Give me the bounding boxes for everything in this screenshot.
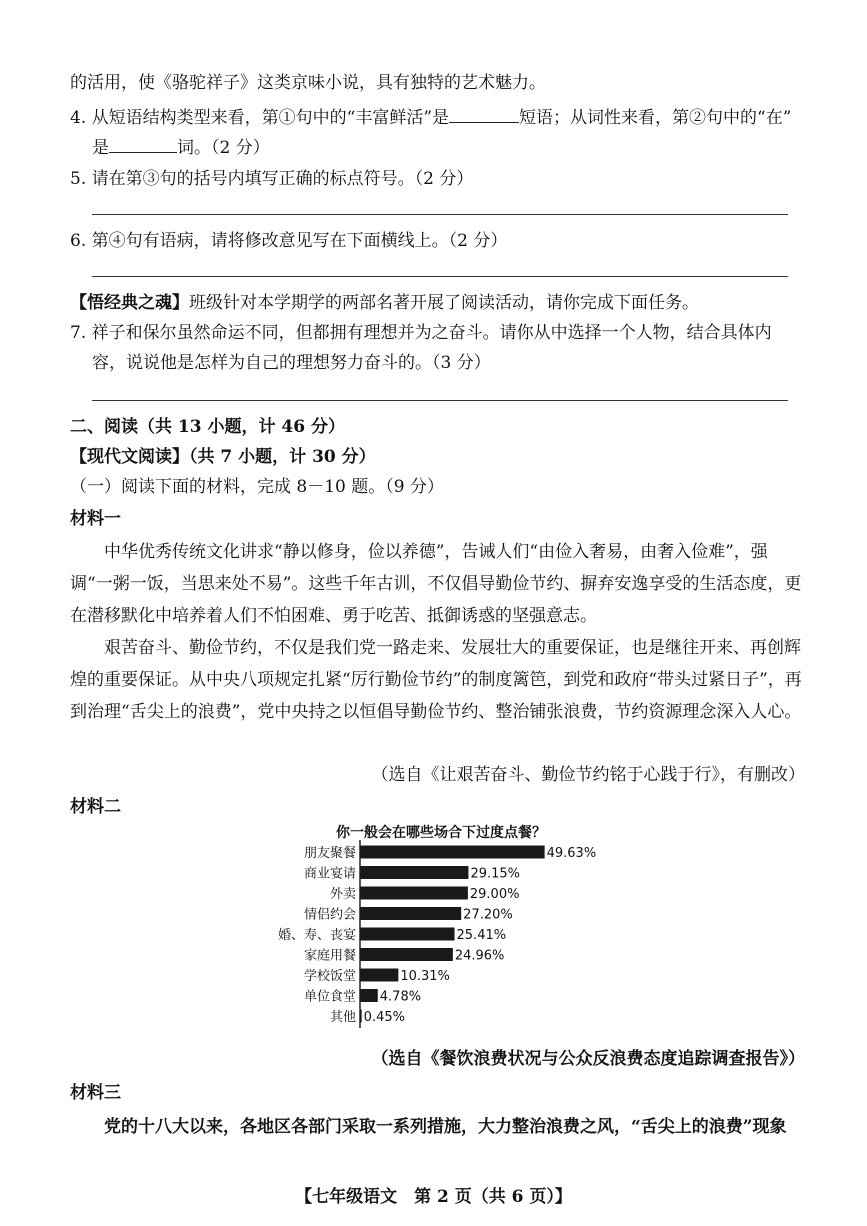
chart-value-label: 24.96%	[454, 948, 505, 964]
question-4-text-b: 短语；从词性来看，第②句中的“在”	[519, 108, 792, 128]
chart-title: 你一般会在哪些场合下过度点餐？	[336, 825, 546, 841]
question-4-blank-2[interactable]	[109, 134, 177, 153]
chart-value-label: 25.41%	[456, 928, 507, 943]
chart-bar	[360, 928, 455, 941]
chart-bar	[360, 989, 378, 1002]
chart-value-label: 4.78%	[379, 989, 422, 1005]
chart-value-label: 29.15%	[470, 866, 521, 882]
chart-value-label: 49.63%	[546, 846, 597, 861]
chart-bar	[360, 866, 468, 879]
question-7-line-2: 容，说说他是怎样为自己的理想努力奋斗的。（3 分）	[92, 353, 491, 373]
chart-bar	[360, 969, 398, 982]
question-7-answer-line[interactable]	[92, 400, 788, 401]
continued-text-line: 的活用，使《骆驼祥子》这类京味小说，具有独特的艺术魅力。	[70, 73, 546, 93]
chart-category-label: 其他	[329, 1010, 356, 1025]
chart-category-label: 朋友聚餐	[303, 846, 356, 861]
chart-bar	[360, 846, 545, 859]
chart-category-label: 外卖	[329, 887, 356, 902]
chart-bar	[360, 948, 453, 961]
section-classic	[70, 290, 699, 316]
chart-category-label: 学校饭堂	[303, 969, 356, 984]
chart-category-label: 单位食堂	[303, 989, 356, 1005]
chart-value-label: 29.00%	[469, 887, 520, 902]
chart-value-label: 27.20%	[463, 907, 513, 923]
question-4-text-c: 是	[92, 138, 109, 158]
bar-chart	[250, 820, 630, 1030]
question-4-line-2	[92, 134, 270, 161]
question-7-line-1: 7. 祥子和保尔虽然命运不同，但都拥有理想并为之奋斗。请你从中选择一个人物，结合具体内	[70, 323, 772, 343]
part-2-title: 二、阅读（共 13 小题，计 46 分）	[70, 417, 345, 437]
chart-bar	[360, 907, 461, 920]
material-1-paragraph-2: 艰苦奋斗、勤俭节约，不仅是我们党一路走来、发展壮大的重要保证，也是继往开来、再创辉煌的重要保证。从中央八项规定扎紧“厉行勤俭节约”的制度篱笆，到党和政府“带头过紧日子”，再到治理“舌尖上的浪费”，党中央持之以恒倡导勤俭节约、整治铺张浪费，节约资源理念深入人心。	[70, 638, 802, 722]
modern-reading-title: 【现代文阅读】（共 7 小题，计 30 分）	[70, 447, 376, 467]
material-3-paragraph-1: 党的十八大以来，各地区各部门采取一系列措施，大力整治浪费之风，“舌尖上的浪费”现象	[104, 1117, 787, 1137]
material-1-source: （选自《让艰苦奋斗、勤俭节约铭于心践于行》，有删改）	[371, 765, 805, 785]
question-5-answer-line[interactable]	[92, 214, 788, 215]
material-3-title: 材料三	[70, 1083, 121, 1103]
question-4	[70, 104, 791, 131]
section-classic-tag: 【悟经典之魂】	[70, 293, 189, 313]
question-4-blank-1[interactable]	[449, 104, 519, 123]
chart-value-label: 10.31%	[400, 969, 450, 984]
chart-bar	[360, 1010, 362, 1023]
material-1-title: 材料一	[70, 509, 121, 529]
chart-category-label: 家庭用餐	[303, 948, 356, 964]
chart-bar	[360, 887, 468, 900]
question-4-text-d: 词。（2 分）	[177, 138, 270, 158]
page-footer: 【七年级语文 第 2 页（共 6 页）】	[295, 1187, 572, 1207]
material-2-title: 材料二	[70, 797, 121, 817]
chart-category-label: 商业宴请	[303, 866, 356, 882]
chart-category-label: 情侣约会	[303, 907, 356, 923]
chart-category-label: 婚、寿、丧宴	[277, 928, 356, 943]
question-6-answer-line[interactable]	[92, 276, 788, 277]
subsection-1-title: （一）阅读下面的材料，完成 8－10 题。（9 分）	[70, 477, 444, 497]
chart-value-label: 0.45%	[363, 1010, 405, 1025]
material-1-paragraph-1: 中华优秀传统文化讲求“静以修身，俭以养德”，告诫人们“由俭入奢易，由奢入俭难”，强调“一粥一饭，当思来处不易”。这些千年古训，不仅倡导勤俭节约、摒弃安逸享受的生活态度，更在潜移默化中培养着人们不怕困难、勇于吃苦、抵御诱惑的坚强意志。	[70, 542, 802, 626]
question-6: 6. 第④句有语病，请将修改意见写在下面横线上。（2 分）	[70, 231, 508, 251]
material-2-source: （选自《餐饮浪费状况与公众反浪费态度追踪调查报告》）	[371, 1049, 805, 1069]
question-5: 5. 请在第③句的括号内填写正确的标点符号。（2 分）	[70, 169, 474, 189]
question-4-text-a: 4. 从短语结构类型来看，第①句中的“丰富鲜活”是	[70, 108, 450, 128]
section-classic-text: 班级针对本学期学的两部名著开展了阅读活动，请你完成下面任务。	[189, 293, 699, 313]
